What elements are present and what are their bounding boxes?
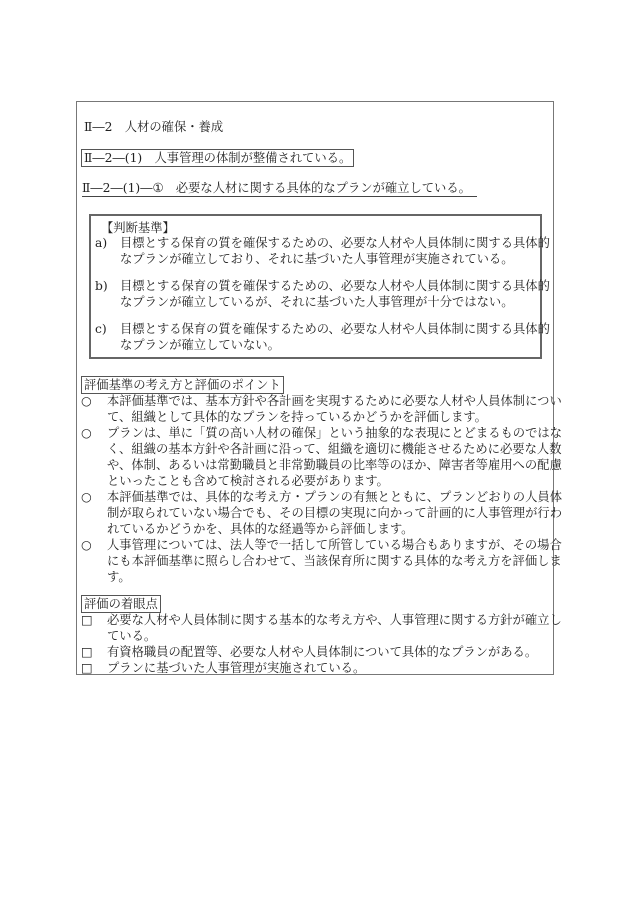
- point-item-text-line: 人事管理については、法人等で一括して所管している場合もありますが、その場合: [107, 538, 562, 552]
- point-item-text-line: 制が取られていない場合でも、その目標の実現に向かって計画的に人事管理が行わ: [107, 506, 562, 520]
- criteria-heading: 【判断基準】: [101, 221, 175, 235]
- checkpoint-item: [81, 612, 562, 644]
- point-item-text-line: す。: [107, 570, 131, 584]
- point-item-text-line: プランは、単に「質の高い人材の確保」という抽象的な表現にとどまるものではな: [107, 426, 562, 440]
- checkpoint-item: [81, 660, 551, 676]
- point-item-text-line: や、体制、あるいは常勤職員と非常勤職員の比率等のほか、障害者等雇用への配慮: [107, 458, 562, 472]
- point-item: [81, 425, 562, 489]
- point-item-text-line: にも本評価基準に照らし合わせて、当該保育所に関する具体的な考え方を評価しま: [107, 554, 562, 568]
- criteria-item-text-line: 目標とする保育の質を確保するための、必要な人材や人員体制に関する具体的: [120, 279, 550, 293]
- criteria-item-text-line: 目標とする保育の質を確保するための、必要な人材や人員体制に関する具体的: [120, 236, 550, 250]
- checkpoint-item-text-line: ている。: [107, 629, 157, 643]
- criteria-item-marker: c): [95, 322, 107, 336]
- subsection-title: Ⅱ―2―(1) 人事管理の体制が整備されている。: [81, 149, 354, 167]
- point-item: [81, 489, 562, 537]
- criteria-item: [95, 321, 550, 353]
- criteria-item-text-line: なプランが確立していない。: [120, 338, 280, 352]
- checkpoint-item: [81, 644, 551, 660]
- point-item-text-line: といったことも含めて検討される必要があります。: [107, 474, 389, 488]
- point-item-marker: ○: [81, 394, 92, 408]
- judgement-criteria-box: [89, 214, 550, 359]
- point-item-text-line: 本評価基準では、基本方針や各計画を実現するために必要な人材や人員体制につい: [107, 394, 562, 408]
- criteria-item: [95, 278, 550, 310]
- criteria-item-marker: b): [95, 279, 108, 293]
- checkpoint-item-marker: □: [81, 645, 93, 659]
- point-item-text-line: く、組織の基本方針や各計画に沿って、組織を適切に機能させるために必要な人数: [107, 442, 562, 456]
- checkpoints-heading: 評価の着眼点: [81, 595, 161, 613]
- point-item-marker: ○: [81, 426, 92, 440]
- criteria-item-marker: a): [95, 236, 108, 250]
- criteria-item-text-line: なプランが確立しており、それに基づいた人事管理が実施されている。: [120, 252, 514, 266]
- point-item-text-line: て、組織として具体的なプランを持っているかどうかを評価します。: [107, 410, 487, 424]
- point-item-marker: ○: [81, 490, 92, 504]
- criteria-item-text-line: 目標とする保育の質を確保するための、必要な人材や人員体制に関する具体的: [120, 322, 550, 336]
- point-item-text-line: れているかどうかを、具体的な経過等から評価します。: [107, 522, 414, 536]
- criteria-item-text-line: なプランが確立しているが、それに基づいた人事管理が十分ではない。: [120, 295, 514, 309]
- checkpoint-item-text-line: 必要な人材や人員体制に関する基本的な考え方や、人事管理に関する方針が確立し: [107, 613, 562, 627]
- point-item-marker: ○: [81, 538, 92, 552]
- point-item: [81, 393, 562, 425]
- checkpoint-item-text-line: プランに基づいた人事管理が実施されている。: [107, 661, 366, 675]
- point-item-text-line: 本評価基準では、具体的な考え方・プランの有無とともに、プランどおりの人員体: [107, 490, 562, 504]
- point-item: [81, 537, 562, 585]
- criteria-item: [95, 235, 550, 267]
- checkpoint-item-marker: □: [81, 613, 93, 627]
- section-title: Ⅱ―2 人材の確保・養成: [84, 120, 224, 134]
- checkpoint-item-marker: □: [81, 661, 93, 675]
- checkpoint-item-text-line: 有資格職員の配置等、必要な人材や人員体制について具体的なプランがある。: [107, 645, 538, 659]
- item-title: Ⅱ―2―(1)―① 必要な人材に関する具体的なプランが確立している。: [82, 180, 477, 197]
- points-heading: 評価基準の考え方と評価のポイント: [81, 376, 284, 394]
